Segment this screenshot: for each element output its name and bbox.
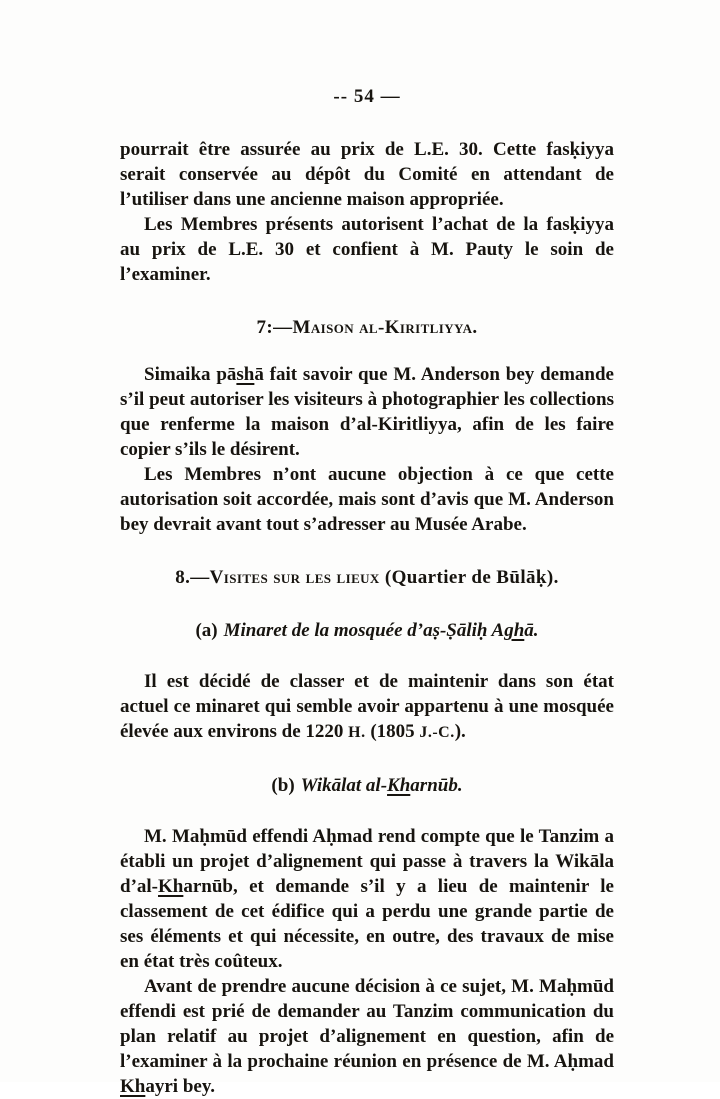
subsection-b-label: (b)	[271, 775, 295, 796]
subsection-b-title: Wikālat al-Kharnūb.	[300, 775, 463, 796]
paragraph-7: Avant de prendre aucune décision à ce sujet, M. Maḥmūd effendi est prié de demander au Tanzim communication du plan relatif au projet d’alignement en question, afin de l’examiner à la prochaine réunion en présence de M. Aḥmad Khayri bey.	[120, 976, 614, 1097]
section-heading-7	[120, 315, 614, 340]
section-heading-8	[120, 565, 614, 590]
subsection-a-label: (a)	[195, 620, 218, 641]
section-8-title: Visites sur les lieux	[209, 567, 380, 588]
paragraph-6: M. Maḥmūd effendi Aḥmad rend compte que le Tanzim a établi un projet d’alignement qui passe à travers la Wikāla d’al-Kharnūb, et demande s’il y a lieu de maintenir le classement de cet édifice qui a perdu une grande partie de ses éléments et qui nécessite, en outre, des travaux de mise en état très coûteux.	[120, 826, 614, 972]
subsection-heading-a	[120, 618, 614, 643]
subsection-heading-b	[120, 773, 614, 798]
paragraph-2: Les Membres présents autorisent l’achat de la fasḳiyya au prix de L.E. 30 et confient à M. Pauty le soin de l’examiner.	[120, 214, 614, 285]
section-7-number: 7:—	[256, 317, 293, 338]
paragraph-3: Simaika pāshā fait savoir que M. Anderson bey demande s’il peut autoriser les visiteurs à photographier les collections que renferme la maison d’al-Kiritliyya, afin de les faire copier s’ils le désirent.	[120, 364, 614, 460]
section-8-suffix: (Quartier de Būlāḳ).	[384, 567, 559, 588]
section-8-number: 8.—	[175, 567, 210, 588]
paragraph-1: pourrait être assurée au prix de L.E. 30. Cette fasḳiyya serait conservée au dépôt du Comité en attendant de l’utiliser dans une ancienne maison appropriée.	[120, 139, 614, 210]
subsection-a-title: Minaret de la mosquée d’aṣ-Ṣāliḥ Aghā.	[223, 620, 539, 641]
section-7-title: Maison al-Kiritliyya.	[292, 317, 478, 338]
paragraph-4: Les Membres n’ont aucune objection à ce que cette autorisation soit accordée, mais sont d’avis que M. Anderson bey devrait avant tout s’adresser au Musée Arabe.	[120, 464, 614, 535]
paragraph-5: Il est décidé de classer et de maintenir dans son état actuel ce minaret qui semble avoir appartenu à une mosquée élevée aux environs de 1220 H. (1805 J.-C.).	[120, 671, 614, 742]
page-number-header: -- 54 —	[333, 86, 401, 107]
